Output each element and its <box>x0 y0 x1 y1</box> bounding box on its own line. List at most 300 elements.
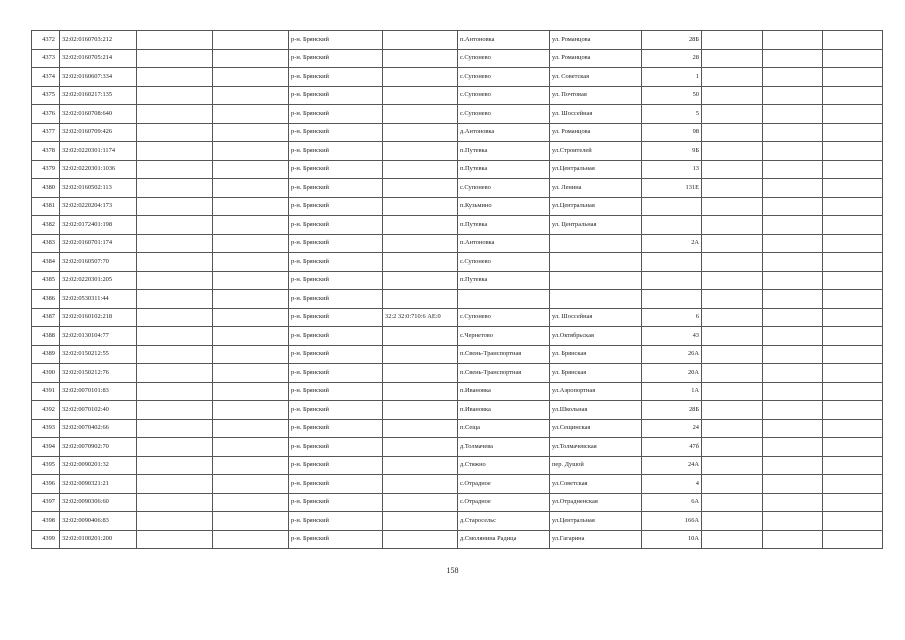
table-row <box>32 105 883 124</box>
row-number-cell: 4376 <box>32 105 60 124</box>
street-cell: ул.Толмачевская <box>550 438 642 457</box>
building-number-cell <box>642 290 702 309</box>
table-row <box>32 197 883 216</box>
cadastral-number-cell: 32:02:0130104:77 <box>60 327 137 346</box>
building-number-cell: 131Е <box>642 179 702 198</box>
empty-cell <box>763 456 823 475</box>
table-row <box>32 160 883 179</box>
cadastral-number-cell: 32:02:0160709:426 <box>60 123 137 142</box>
empty-cell <box>823 345 883 364</box>
code-cell <box>383 345 458 364</box>
table-row <box>32 86 883 105</box>
street-cell: ул. Романцова <box>550 123 642 142</box>
street-cell <box>550 253 642 272</box>
cadastral-number-cell: 32:02:0070101:83 <box>60 382 137 401</box>
empty-cell <box>702 493 763 512</box>
street-cell <box>550 234 642 253</box>
empty-cell <box>763 382 823 401</box>
empty-cell <box>763 86 823 105</box>
empty-cell <box>823 456 883 475</box>
empty-cell <box>137 438 213 457</box>
empty-cell <box>763 123 823 142</box>
settlement-cell: п.Ивановка <box>458 382 550 401</box>
empty-cell <box>823 234 883 253</box>
empty-cell <box>137 382 213 401</box>
empty-cell <box>702 31 763 50</box>
building-number-cell: 4 <box>642 475 702 494</box>
code-cell <box>383 512 458 531</box>
empty-cell <box>702 216 763 235</box>
settlement-cell: п.Антоновка <box>458 31 550 50</box>
building-number-cell <box>642 197 702 216</box>
code-cell <box>383 475 458 494</box>
district-cell: р-н. Брянский <box>289 31 383 50</box>
cadastral-number-cell: 32:02:0070902:70 <box>60 438 137 457</box>
code-cell <box>383 419 458 438</box>
district-cell: р-н. Брянский <box>289 86 383 105</box>
building-number-cell: 24 <box>642 419 702 438</box>
empty-cell <box>823 290 883 309</box>
empty-cell <box>137 401 213 420</box>
district-cell: р-н. Брянский <box>289 382 383 401</box>
empty-cell <box>763 493 823 512</box>
empty-cell <box>213 68 289 87</box>
empty-cell <box>213 438 289 457</box>
empty-cell <box>763 49 823 68</box>
empty-cell <box>137 308 213 327</box>
district-cell: р-н. Брянский <box>289 253 383 272</box>
district-cell: р-н. Брянский <box>289 49 383 68</box>
empty-cell <box>213 86 289 105</box>
code-cell <box>383 364 458 383</box>
table-row <box>32 31 883 50</box>
empty-cell <box>823 475 883 494</box>
empty-cell <box>823 179 883 198</box>
empty-cell <box>137 142 213 161</box>
row-number-cell: 4381 <box>32 197 60 216</box>
street-cell: ул. Брянская <box>550 345 642 364</box>
cadastral-number-cell: 32:02:0160507:70 <box>60 253 137 272</box>
row-number-cell: 4396 <box>32 475 60 494</box>
empty-cell <box>137 68 213 87</box>
row-number-cell: 4394 <box>32 438 60 457</box>
empty-cell <box>763 530 823 549</box>
district-cell: р-н. Брянский <box>289 345 383 364</box>
street-cell <box>550 271 642 290</box>
cadastral-number-cell: 32:02:0220301:1036 <box>60 160 137 179</box>
street-cell: ул.Центральная <box>550 197 642 216</box>
building-number-cell <box>642 271 702 290</box>
empty-cell <box>213 530 289 549</box>
settlement-cell: с.Супонево <box>458 49 550 68</box>
street-cell: ул.Центральная <box>550 512 642 531</box>
settlement-cell: с.Супонево <box>458 308 550 327</box>
empty-cell <box>137 456 213 475</box>
empty-cell <box>702 419 763 438</box>
building-number-cell: 20А <box>642 364 702 383</box>
building-number-cell: 47б <box>642 438 702 457</box>
street-cell: ул. Центральная <box>550 216 642 235</box>
code-cell <box>383 68 458 87</box>
district-cell: р-н. Брянский <box>289 290 383 309</box>
empty-cell <box>702 49 763 68</box>
empty-cell <box>137 160 213 179</box>
row-number-cell: 4375 <box>32 86 60 105</box>
district-cell: р-н. Брянский <box>289 512 383 531</box>
empty-cell <box>137 493 213 512</box>
cadastral-number-cell: 32:02:0070102:40 <box>60 401 137 420</box>
empty-cell <box>213 234 289 253</box>
empty-cell <box>823 364 883 383</box>
empty-cell <box>823 401 883 420</box>
table-row <box>32 271 883 290</box>
code-cell <box>383 401 458 420</box>
table-row <box>32 345 883 364</box>
empty-cell <box>702 68 763 87</box>
empty-cell <box>763 364 823 383</box>
district-cell: р-н. Брянский <box>289 234 383 253</box>
settlement-cell: п.Кузьмино <box>458 197 550 216</box>
empty-cell <box>213 197 289 216</box>
empty-cell <box>823 253 883 272</box>
empty-cell <box>823 419 883 438</box>
building-number-cell: 28Б <box>642 31 702 50</box>
row-number-cell: 4388 <box>32 327 60 346</box>
cadastral-number-cell: 32:02:0090201:32 <box>60 456 137 475</box>
empty-cell <box>702 271 763 290</box>
row-number-cell: 4387 <box>32 308 60 327</box>
street-cell: ул. Шоссейная <box>550 308 642 327</box>
code-cell <box>383 105 458 124</box>
empty-cell <box>137 530 213 549</box>
code-cell: 32:2 32:0:710:6 АЕ:0 <box>383 308 458 327</box>
table-row <box>32 142 883 161</box>
building-number-cell: 5 <box>642 105 702 124</box>
cadastral-number-cell: 32:02:0220301:205 <box>60 271 137 290</box>
building-number-cell: 13 <box>642 160 702 179</box>
settlement-cell: д.Антоновка <box>458 123 550 142</box>
empty-cell <box>137 419 213 438</box>
empty-cell <box>213 271 289 290</box>
street-cell: ул.Центральная <box>550 160 642 179</box>
empty-cell <box>823 68 883 87</box>
table-row <box>32 419 883 438</box>
settlement-cell: п.Свень-Транспортная <box>458 345 550 364</box>
settlement-cell: п.Свень-Транспортная <box>458 364 550 383</box>
building-number-cell: 28 <box>642 49 702 68</box>
table-row <box>32 234 883 253</box>
table-row <box>32 49 883 68</box>
empty-cell <box>213 253 289 272</box>
empty-cell <box>823 49 883 68</box>
empty-cell <box>702 179 763 198</box>
street-cell: ул. Шоссейная <box>550 105 642 124</box>
row-number-cell: 4380 <box>32 179 60 198</box>
cadastral-number-cell: 32:02:0150212:55 <box>60 345 137 364</box>
empty-cell <box>702 438 763 457</box>
cadastral-number-cell: 32:02:0160502:113 <box>60 179 137 198</box>
row-number-cell: 4379 <box>32 160 60 179</box>
settlement-cell: д.Толмачева <box>458 438 550 457</box>
street-cell: ул.Строителей <box>550 142 642 161</box>
empty-cell <box>213 308 289 327</box>
table-row <box>32 530 883 549</box>
code-cell <box>383 31 458 50</box>
building-number-cell: 43 <box>642 327 702 346</box>
empty-cell <box>763 216 823 235</box>
district-cell: р-н. Брянский <box>289 493 383 512</box>
cadastral-number-cell: 32:02:0150212:76 <box>60 364 137 383</box>
district-cell: р-н. Брянский <box>289 216 383 235</box>
empty-cell <box>213 105 289 124</box>
code-cell <box>383 456 458 475</box>
empty-cell <box>213 49 289 68</box>
code-cell <box>383 123 458 142</box>
row-number-cell: 4399 <box>32 530 60 549</box>
empty-cell <box>137 216 213 235</box>
empty-cell <box>702 475 763 494</box>
district-cell: р-н. Брянский <box>289 475 383 494</box>
row-number-cell: 4382 <box>32 216 60 235</box>
table-row <box>32 308 883 327</box>
cadastral-number-cell: 32:02:0160102:218 <box>60 308 137 327</box>
code-cell <box>383 290 458 309</box>
empty-cell <box>763 401 823 420</box>
empty-cell <box>137 364 213 383</box>
empty-cell <box>763 105 823 124</box>
empty-cell <box>763 234 823 253</box>
district-cell: р-н. Брянский <box>289 364 383 383</box>
empty-cell <box>213 160 289 179</box>
row-number-cell: 4377 <box>32 123 60 142</box>
code-cell <box>383 493 458 512</box>
code-cell <box>383 160 458 179</box>
empty-cell <box>763 290 823 309</box>
empty-cell <box>763 68 823 87</box>
street-cell: ул. Брянская <box>550 364 642 383</box>
table-body <box>32 31 883 549</box>
street-cell: ул.Школьная <box>550 401 642 420</box>
street-cell: ул.Гагарина <box>550 530 642 549</box>
row-number-cell: 4393 <box>32 419 60 438</box>
cadastral-number-cell: 32:02:0160705:214 <box>60 49 137 68</box>
code-cell <box>383 216 458 235</box>
district-cell: р-н. Брянский <box>289 308 383 327</box>
building-number-cell: 1А <box>642 382 702 401</box>
page-number: 158 <box>446 566 459 575</box>
building-number-cell: 6А <box>642 493 702 512</box>
district-cell: р-н. Брянский <box>289 530 383 549</box>
code-cell <box>383 49 458 68</box>
building-number-cell: 28Б <box>642 401 702 420</box>
district-cell: р-н. Брянский <box>289 179 383 198</box>
district-cell: р-н. Брянский <box>289 68 383 87</box>
empty-cell <box>213 382 289 401</box>
table-row <box>32 493 883 512</box>
district-cell: р-н. Брянский <box>289 105 383 124</box>
district-cell: р-н. Брянский <box>289 438 383 457</box>
street-cell: ул.Сещинская <box>550 419 642 438</box>
settlement-cell: д.Старосельс <box>458 512 550 531</box>
empty-cell <box>763 438 823 457</box>
empty-cell <box>823 31 883 50</box>
cadastral-number-cell: 32:02:0530311:44 <box>60 290 137 309</box>
building-number-cell: 98 <box>642 123 702 142</box>
empty-cell <box>702 456 763 475</box>
empty-cell <box>213 364 289 383</box>
district-cell: р-н. Брянский <box>289 456 383 475</box>
table-row <box>32 327 883 346</box>
building-number-cell: 26А <box>642 345 702 364</box>
empty-cell <box>213 142 289 161</box>
empty-cell <box>763 179 823 198</box>
empty-cell <box>702 290 763 309</box>
empty-cell <box>702 86 763 105</box>
settlement-cell: п.Путевка <box>458 142 550 161</box>
building-number-cell: 50 <box>642 86 702 105</box>
empty-cell <box>702 160 763 179</box>
street-cell: ул. Почтовая <box>550 86 642 105</box>
code-cell <box>383 179 458 198</box>
empty-cell <box>702 401 763 420</box>
row-number-cell: 4372 <box>32 31 60 50</box>
table-row <box>32 512 883 531</box>
empty-cell <box>137 49 213 68</box>
cadastral-number-cell: 32:02:0220204:173 <box>60 197 137 216</box>
street-cell: ул.Советская <box>550 475 642 494</box>
row-number-cell: 4378 <box>32 142 60 161</box>
district-cell: р-н. Брянский <box>289 197 383 216</box>
table-row <box>32 253 883 272</box>
empty-cell <box>137 197 213 216</box>
cadastral-number-cell: 32:02:0160703:212 <box>60 31 137 50</box>
empty-cell <box>213 345 289 364</box>
row-number-cell: 4389 <box>32 345 60 364</box>
empty-cell <box>213 456 289 475</box>
settlement-cell: с.Супонево <box>458 253 550 272</box>
empty-cell <box>823 123 883 142</box>
empty-cell <box>702 308 763 327</box>
empty-cell <box>823 530 883 549</box>
code-cell <box>383 253 458 272</box>
row-number-cell: 4398 <box>32 512 60 531</box>
empty-cell <box>137 234 213 253</box>
code-cell <box>383 382 458 401</box>
empty-cell <box>137 105 213 124</box>
table-row <box>32 456 883 475</box>
street-cell: ул. Советская <box>550 68 642 87</box>
row-number-cell: 4383 <box>32 234 60 253</box>
empty-cell <box>702 105 763 124</box>
settlement-cell: с.Отрадное <box>458 493 550 512</box>
building-number-cell: 6 <box>642 308 702 327</box>
table-row <box>32 364 883 383</box>
empty-cell <box>213 419 289 438</box>
empty-cell <box>702 253 763 272</box>
empty-cell <box>823 216 883 235</box>
code-cell <box>383 271 458 290</box>
empty-cell <box>137 512 213 531</box>
empty-cell <box>763 142 823 161</box>
building-number-cell: 10А <box>642 530 702 549</box>
empty-cell <box>763 197 823 216</box>
empty-cell <box>702 364 763 383</box>
empty-cell <box>763 253 823 272</box>
street-cell: ул.Октябрьская <box>550 327 642 346</box>
settlement-cell: с.Отрадное <box>458 475 550 494</box>
table-row <box>32 68 883 87</box>
empty-cell <box>213 31 289 50</box>
empty-cell <box>213 290 289 309</box>
empty-cell <box>823 142 883 161</box>
cadastral-number-cell: 32:02:0100201:200 <box>60 530 137 549</box>
settlement-cell: с.Чернетово <box>458 327 550 346</box>
empty-cell <box>137 31 213 50</box>
table-row <box>32 179 883 198</box>
cadastral-number-cell: 32:02:0090406:83 <box>60 512 137 531</box>
empty-cell <box>763 345 823 364</box>
code-cell <box>383 86 458 105</box>
empty-cell <box>213 512 289 531</box>
empty-cell <box>213 216 289 235</box>
code-cell <box>383 234 458 253</box>
empty-cell <box>823 86 883 105</box>
settlement-cell: п.Путевка <box>458 160 550 179</box>
empty-cell <box>137 86 213 105</box>
district-cell: р-н. Брянский <box>289 142 383 161</box>
settlement-cell: с.Супонево <box>458 86 550 105</box>
table-row <box>32 382 883 401</box>
row-number-cell: 4373 <box>32 49 60 68</box>
row-number-cell: 4392 <box>32 401 60 420</box>
building-number-cell <box>642 216 702 235</box>
settlement-cell: п.Антоновка <box>458 234 550 253</box>
district-cell: р-н. Брянский <box>289 160 383 179</box>
table-row <box>32 123 883 142</box>
code-cell <box>383 142 458 161</box>
building-number-cell: 2А <box>642 234 702 253</box>
table-row <box>32 216 883 235</box>
empty-cell <box>702 530 763 549</box>
district-cell: р-н. Брянский <box>289 123 383 142</box>
empty-cell <box>763 308 823 327</box>
empty-cell <box>702 345 763 364</box>
settlement-cell <box>458 290 550 309</box>
cadastral-number-cell: 32:02:0160607:334 <box>60 68 137 87</box>
empty-cell <box>213 401 289 420</box>
empty-cell <box>702 327 763 346</box>
empty-cell <box>213 493 289 512</box>
street-cell: ул. Ленина <box>550 179 642 198</box>
empty-cell <box>702 197 763 216</box>
district-cell: р-н. Брянский <box>289 327 383 346</box>
empty-cell <box>763 512 823 531</box>
empty-cell <box>823 493 883 512</box>
row-number-cell: 4384 <box>32 253 60 272</box>
empty-cell <box>823 197 883 216</box>
empty-cell <box>763 475 823 494</box>
empty-cell <box>702 123 763 142</box>
settlement-cell: п.Путевка <box>458 271 550 290</box>
street-cell: ул. Романцова <box>550 49 642 68</box>
empty-cell <box>702 142 763 161</box>
cadastral-number-cell: 32:02:0220301:1174 <box>60 142 137 161</box>
building-number-cell: 24А <box>642 456 702 475</box>
settlement-cell: п.Путевка <box>458 216 550 235</box>
building-number-cell <box>642 253 702 272</box>
row-number-cell: 4391 <box>32 382 60 401</box>
empty-cell <box>213 475 289 494</box>
